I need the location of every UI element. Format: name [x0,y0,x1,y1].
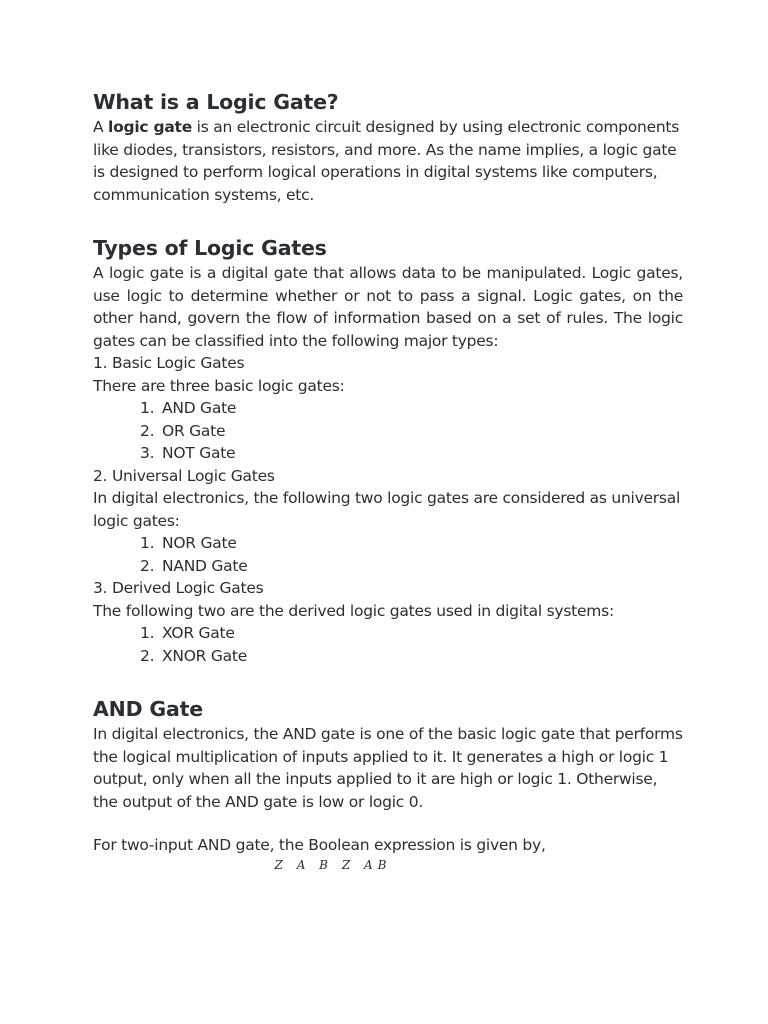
gate-group-universal [93,465,683,578]
boolean-formula: Z A B Z AB [274,857,392,872]
gate-list [93,397,683,465]
list-item: 3. NOT Gate [140,444,236,462]
gate-group-derived [93,577,683,667]
gate-list [93,532,683,577]
list-item: 1. NOR Gate [140,534,237,552]
and-gate-description: In digital electronics, the AND gate is one of the basic logic gate that performs the logical multiplication of inputs applied to it. It generates a high or logic 1 output, only when all the inputs applied to it are high or logic 1. Otherwise, the output of the AND gate is low or logic 0. [93,725,683,811]
logic-gate-term: logic gate [108,118,192,136]
logic-gate-definition [93,116,683,206]
heading-what-is-logic-gate: What is a Logic Gate? [93,90,339,114]
document-page [93,88,683,872]
list-item: 1. AND Gate [140,399,237,417]
list-item: 1. XOR Gate [140,624,235,642]
group-heading: 1. Basic Logic Gates [93,354,245,372]
list-item: 2. NAND Gate [140,556,248,575]
group-description: In digital electronics, the following two logic gates are considered as universal logic gates: [93,489,681,530]
group-heading: 3. Derived Logic Gates [93,579,264,597]
gate-list [93,622,683,667]
group-description: There are three basic logic gates: [93,376,345,395]
list-item: 2. OR Gate [140,421,226,440]
intro-prefix: A [93,118,109,136]
heading-and-gate: AND Gate [93,697,203,721]
list-item: 2. XNOR Gate [140,646,247,665]
gate-group-basic [93,352,683,465]
heading-types-of-logic-gates: Types of Logic Gates [93,236,327,260]
types-intro: A logic gate is a digital gate that allows data to be manipulated. Logic gates, use logic to determine whether or not to pass a signal. Logic gates, on the other hand, govern the flow of information based on a set of rules. The logic gates can be classified into the following major types: [93,264,683,350]
group-heading: 2. Universal Logic Gates [93,466,275,485]
intro-rest: is an electronic circuit designed by using electronic components like diodes, transistors, resistors, and more. As the name implies, a logic gate is designed to perform logical operations in digital systems like computers, communication systems, etc. [93,118,680,204]
group-description: The following two are the derived logic gates used in digital systems: [93,601,614,620]
and-gate-expression-intro: For two-input AND gate, the Boolean expression is given by, [93,836,546,854]
